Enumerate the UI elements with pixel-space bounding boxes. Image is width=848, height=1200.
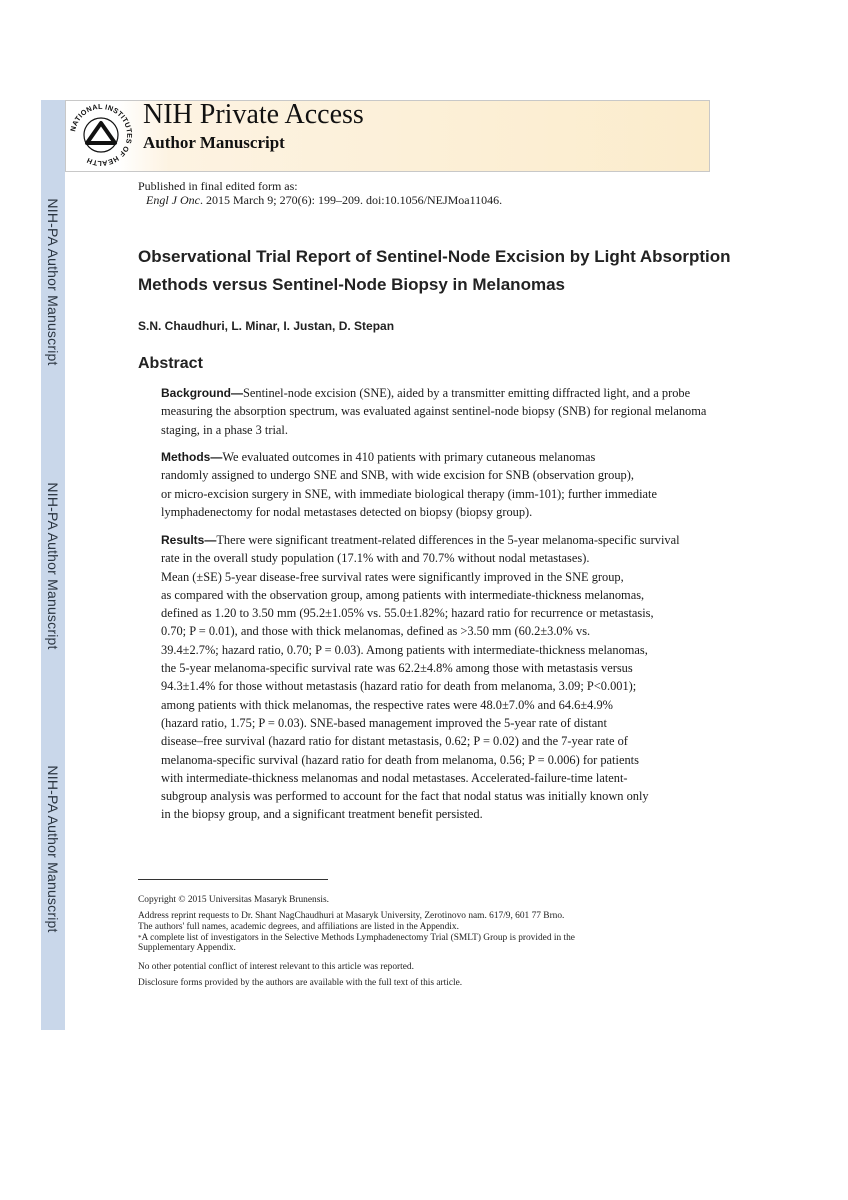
citation [146, 193, 502, 208]
copyright-note: Copyright © 2015 Universitas Masaryk Brunensis. [138, 895, 329, 905]
article-authors: S.N. Chaudhuri, L. Minar, I. Justan, D. Stepan [138, 319, 395, 333]
section-lead: Results— [161, 533, 217, 547]
header-title: NIH Private Access [143, 99, 364, 130]
section-lead: Methods— [161, 450, 223, 464]
section-lead: Background— [161, 386, 244, 400]
conflict-note: No other potential conflict of interest relevant to this article was reported. [138, 962, 414, 972]
abstract-methods: Methods—We evaluated outcomes in 410 patients with primary cutaneous melanomas randomly assigned to undergo SNE and SNB, with wide excision for SNB (observation group), or micro-excision surgery in SNE, with immediate biological therapy (imm-101); further immediate lymphadenectomy for nodal metastases detected on biopsy (biopsy group). [161, 450, 657, 519]
address-note: Address reprint requests to Dr. Shant NagChaudhuri at Masaryk University, Zerotinovo nam. 617/9, 601 77 Brno. [138, 911, 565, 921]
svg-text:NATIONAL INSTITUTES OF HEALTH: NATIONAL INSTITUTES OF HEALTH [68, 102, 134, 168]
citation-details: . 2015 March 9; 270(6): 199–209. doi:10.1056/NEJMoa11046. [199, 193, 503, 207]
article-title: Observational Trial Report of Sentinel-Node Excision by Light Absorption Methods versus Sentinel-Node Biopsy in Melanomas [138, 247, 731, 294]
nih-logo [68, 102, 134, 168]
published-label: Published in final edited form as: [138, 179, 298, 193]
header-subtitle: Author Manuscript [143, 133, 285, 152]
disclosure-note: Disclosure forms provided by the authors are available with the full text of this article. [138, 978, 463, 988]
journal-name: Engl J Onc [146, 193, 200, 207]
authors-note: The authors' full names, academic degrees, and affiliations are listed in the Appendix. *A complete list of investigators in the Selective Methods Lymphadenectomy Trial (SMLT) Group is provided in the Supplementary Appendix. [138, 922, 575, 954]
abstract-results: Results—There were significant treatment-related differences in the 5-year melanoma-specific survival rate in the overall study population (17.1% with and 70.7% without nodal metastases). Mean (±SE) 5-year disease-free survival rates were significantly improved in the SNE group, as compared with the observation group, among patients with intermediate-thickness melanomas, defined as 1.20 to 3.50 mm (95.2±1.05% vs. 55.0±1.82%; hazard ratio for recurrence or metastasis, 0.70; P = 0.01), and those with thick melanomas, defined as >3.50 mm (60.2±3.0% vs. 39.4±2.7%; hazard ratio, 0.70; P = 0.03). Among patients with intermediate-thickness melanomas, the 5-year melanoma-specific survival rate was 62.2±4.8% among those with metastasis versus 94.3±1.4% for those without metastasis (hazard ratio for death from melanoma, 3.09; P<0.001); among patients with thick melanomas, the respective rates were 48.0±7.0% and 64.6±4.9% (hazard ratio, 1.75; P = 0.03). SNE-based management improved the 5-year rate of distant disease–free survival (hazard ratio for distant metastasis, 0.62; P = 0.02) and the 7-year rate of melanoma-specific survival (hazard ratio for death from melanoma, 0.56; P = 0.006) for patients with intermediate-thickness melanomas and nodal metastases. Accelerated-failure-time latent- subgroup analysis was performed to account for the fact that nodal status was initially known only in the biopsy group, and a significant treatment benefit persisted. [161, 533, 680, 822]
footnote-rule [138, 879, 328, 880]
abstract-heading: Abstract [138, 355, 203, 372]
abstract-background: Background—Sentinel-node excision (SNE), aided by a transmitter emitting diffracted light, and a probe measuring the absorption spectrum, was evaluated against sentinel-node biopsy (SNB) for regional melanoma staging, in a phase 3 trial. [161, 386, 707, 437]
